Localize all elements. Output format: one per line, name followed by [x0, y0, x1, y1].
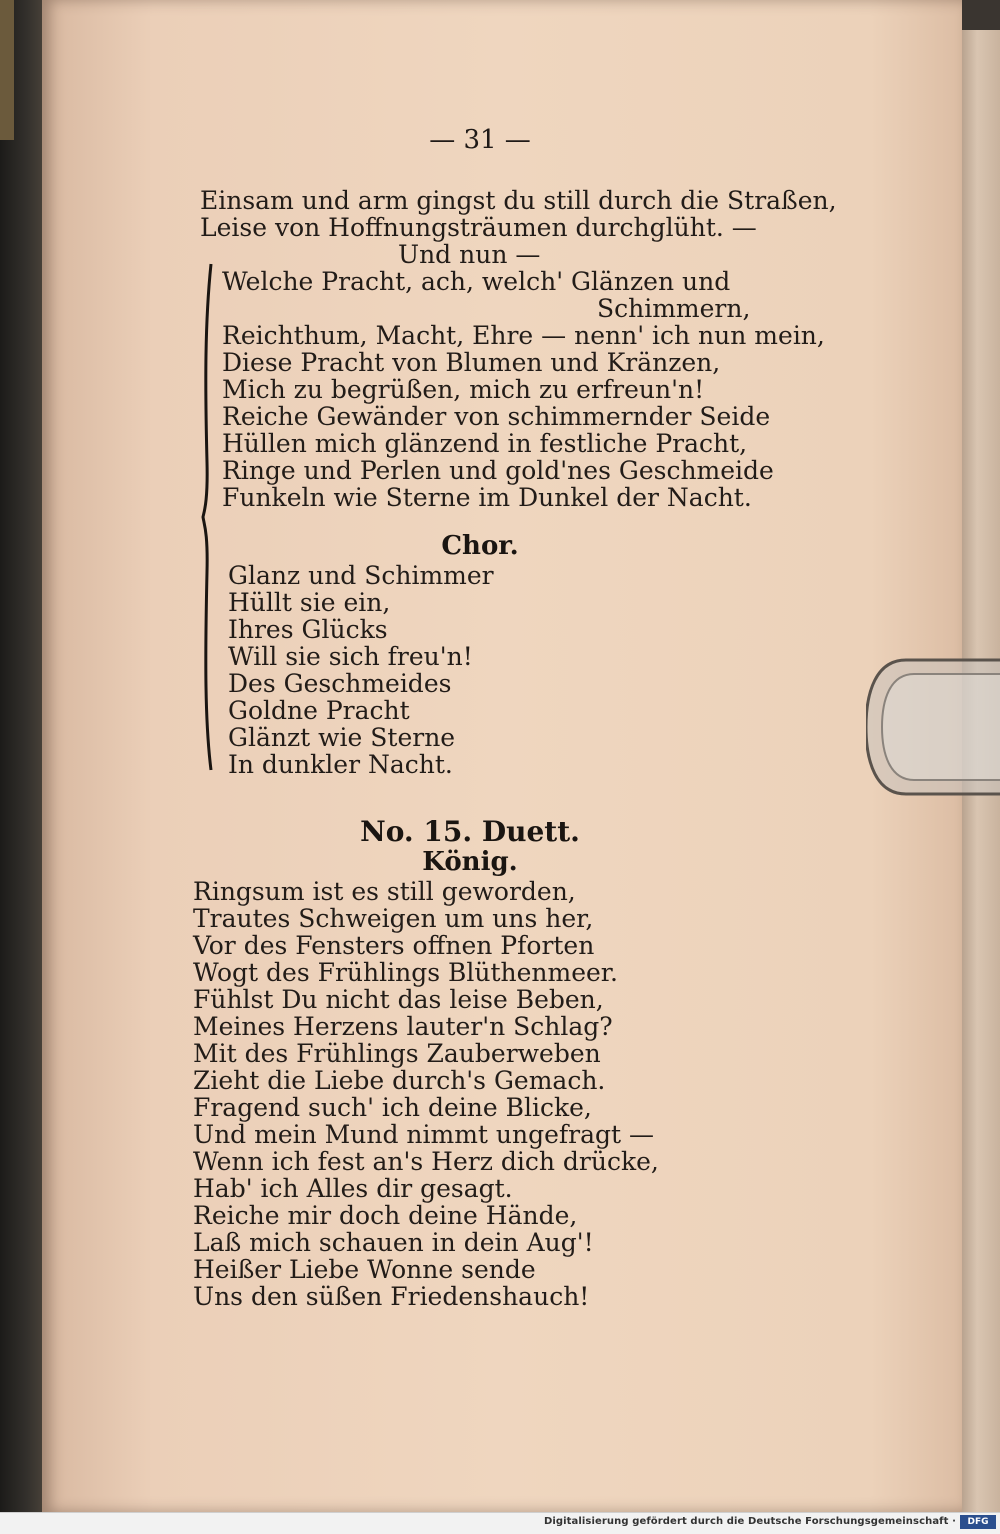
text-line: Hüllt sie ein,	[228, 588, 391, 617]
text-line: Wogt des Frühlings Blüthenmeer.	[193, 958, 618, 987]
text-line: Laß mich schauen in dein Aug'!	[193, 1228, 594, 1257]
text-line: Wenn ich fest an's Herz dich drücke,	[193, 1147, 659, 1176]
text-line: Mit des Frühlings Zauberweben	[193, 1039, 601, 1068]
text-line: Hab' ich Alles dir gesagt.	[193, 1174, 513, 1203]
text-line: Uns den süßen Friedenshauch!	[193, 1282, 590, 1311]
text-line: Ringsum ist es still geworden,	[193, 877, 576, 906]
text-line: Glänzt wie Sterne	[228, 723, 456, 752]
text-line: Welche Pracht, ach, welch' Glänzen und	[222, 267, 731, 296]
page-number: — 31 —	[429, 125, 531, 155]
text-line: Schimmern,	[597, 294, 751, 323]
text-line: In dunkler Nacht.	[228, 750, 453, 779]
text-line: Vor des Fensters offnen Pforten	[193, 931, 595, 960]
text-line: Reiche mir doch deine Hände,	[193, 1201, 578, 1230]
intro-block	[200, 187, 837, 241]
text-line: Leise von Hoffnungsträumen durchglüht. —	[200, 213, 757, 242]
margin-bracket	[201, 262, 213, 772]
text-line: Fühlst Du nicht das leise Beben,	[193, 985, 604, 1014]
speaker-heading: König.	[422, 847, 518, 877]
text-line: Trautes Schweigen um uns her,	[193, 904, 594, 933]
text-line: Meines Herzens lauter'n Schlag?	[193, 1012, 613, 1041]
text-line: Hüllen mich glänzend in festliche Pracht,	[222, 429, 748, 458]
section-heading: No. 15. Duett.	[360, 815, 580, 848]
text-line: Ihres Glücks	[228, 615, 388, 644]
chor-block	[228, 562, 494, 778]
book-cover-edge	[0, 0, 14, 140]
text-line: Mich zu begrüßen, mich zu erfreun'n!	[222, 375, 705, 404]
text-line: Reiche Gewänder von schimmernder Seide	[222, 402, 771, 431]
text-line: Fragend such' ich deine Blicke,	[193, 1093, 592, 1122]
solo-block	[222, 268, 825, 511]
duett-block	[193, 878, 659, 1310]
text-line: Ringe und Perlen und gold'nes Geschmeide	[222, 456, 774, 485]
text-line: Reichthum, Macht, Ehre — nenn' ich nun mein,	[222, 321, 825, 350]
text-line: Und mein Mund nimmt ungefragt —	[193, 1120, 655, 1149]
text-line: Goldne Pracht	[228, 696, 410, 725]
dfg-logo: DFG	[960, 1515, 996, 1529]
text-line: Funkeln wie Sterne im Dunkel der Nacht.	[222, 483, 752, 512]
book-binding-shadow	[0, 0, 45, 1512]
chor-heading: Chor.	[441, 531, 519, 561]
text-line: Zieht die Liebe durch's Gemach.	[193, 1066, 606, 1095]
und-nun-line: Und nun —	[398, 240, 541, 269]
text-line: Diese Pracht von Blumen und Kränzen,	[222, 348, 721, 377]
text-line: Des Geschmeides	[228, 669, 452, 698]
footer-credit: Digitalisierung gefördert durch die Deutsche Forschungsgemeinschaft ·	[543, 1516, 956, 1527]
text-line: Heißer Liebe Wonne sende	[193, 1255, 536, 1284]
text-line: Einsam und arm gingst du still durch die Straßen,	[200, 186, 837, 215]
text-line: Will sie sich freu'n!	[228, 642, 473, 671]
text-line: Glanz und Schimmer	[228, 561, 494, 590]
page-tab-clip	[866, 652, 1000, 802]
